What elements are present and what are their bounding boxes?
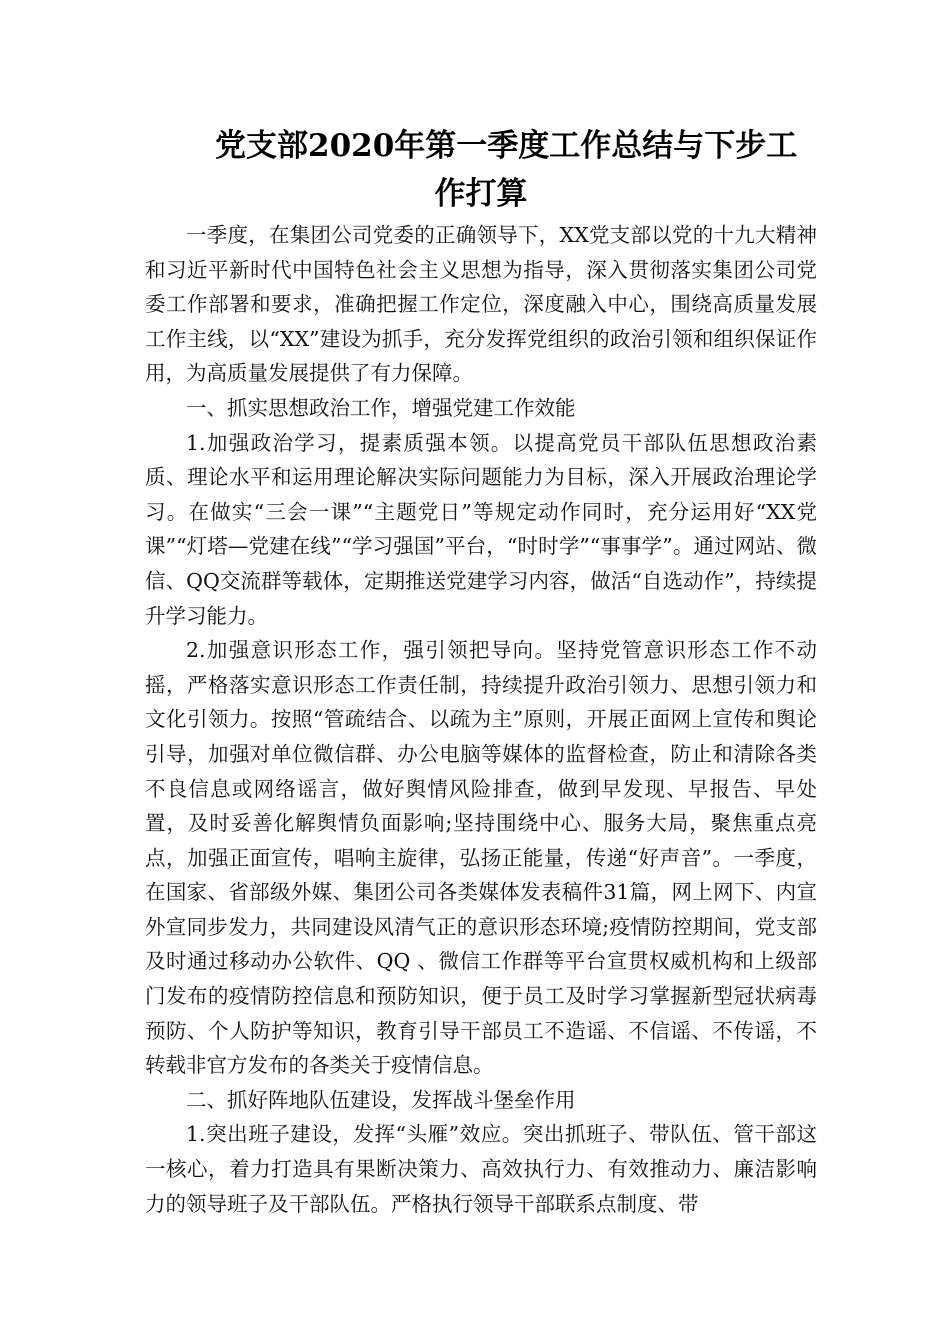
paragraph-political-study: 1.加强政治学习，提素质强本领。以提高党员干部队伍思想政治素质、理论水平和运用理论解决实际问题能力为目标，深入开展政治理论学习。在做实“三会一课”“主题党日”等规定动作同时，充分运用好“XX党课”“灯塔—党建在线”“学习强国”平台，“时时学”“事事学”。通过网站、微信、QQ交流群等载体，定期推送党建学习内容，做活“自选动作”，持续提升学习能力。 <box>145 430 817 628</box>
title-line-1: 党支部2020年第一季度工作总结与下步工 <box>215 128 798 164</box>
document-text <box>145 218 817 1221</box>
section-heading-2: 二、抓好阵地队伍建设，发挥战斗堡垒作用 <box>186 1087 576 1112</box>
paragraph-team-building: 1.突出班子建设，发挥“头雁”效应。突出抓班子、带队伍、管干部这一核心，着力打造具有果断决策力、高效执行力、有效推动力、廉洁影响力的领导班子及干部队伍。严格执行领导干部联系点制度、带 <box>145 1122 817 1216</box>
paragraph-ideology-work: 2.加强意识形态工作，强引领把导向。坚持党管意识形态工作不动摇，严格落实意识形态工作责任制，持续提升政治引领力、思想引领力和文化引领力。按照“管疏结合、以疏为主”原则，开展正面网上宣传和舆论引导，加强对单位微信群、办公电脑等媒体的监督检查，防止和清除各类不良信息或网络谣言，做好舆情风险排查，做到早发现、早报告、早处置，及时妥善化解舆情负面影响;坚持围绕中心、服务大局，聚焦重点亮点，加强正面宣传，唱响主旋律，弘扬正能量，传递“好声音”。一季度，在国家、省部级外媒、集团公司各类媒体发表稿件31篇，网上网下、内宣外宣同步发力，共同建设风清气正的意识形态环境;疫情防控期间，党支部及时通过移动办公软件、QQ 、微信工作群等平台宣贯权威机构和上级部门发布的疫情防控信息和预防知识，便于员工及时学习掌握新型冠状病毒预防、个人防护等知识，教育引导干部员工不造谣、不信谣、不传谣，不转载非官方发布的各类关于疫情信息。 <box>145 638 817 1078</box>
document-title <box>145 118 817 218</box>
title-line-2: 作打算 <box>434 176 528 212</box>
intro-paragraph: 一季度，在集团公司党委的正确领导下，XX党支部以党的十九大精神和习近平新时代中国特色社会主义思想为指导，深入贯彻落实集团公司党委工作部署和要求，准确把握工作定位，深度融入中心，围绕高质量发展工作主线，以“XX”建设为抓手，充分发挥党组织的政治引领和组织保证作用，为高质量发展提供了有力保障。 <box>145 223 817 386</box>
document-body <box>145 118 817 1221</box>
section-heading-1: 一、抓实思想政治工作，增强党建工作效能 <box>186 395 576 420</box>
